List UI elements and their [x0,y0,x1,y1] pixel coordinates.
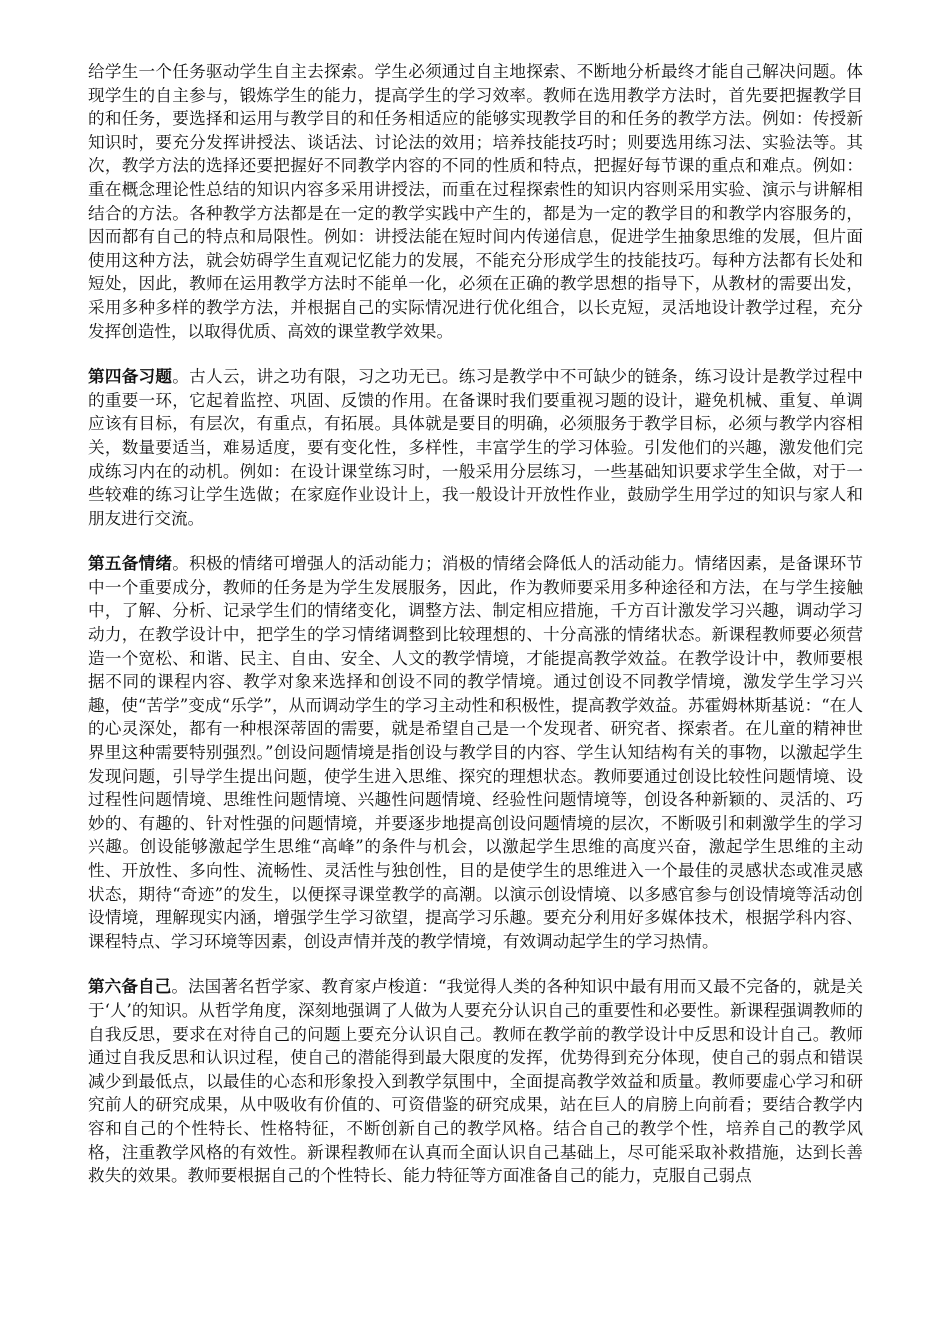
paragraph-emotions [88,552,863,953]
document-page [88,60,863,1210]
paragraph-heading: 第五备情绪 [88,553,173,574]
paragraph-exercises [88,365,863,530]
paragraph-intro [88,60,863,343]
paragraph-heading: 第六备自己 [88,976,172,997]
paragraph-body: 。法国著名哲学家、教育家卢梭道：“我觉得人类的各种知识中最有用而又最不完备的，就是关于‘人’的知识。从哲学角度，深刻地强调了人做为人要充分认识自己的重要性和必要性。新课程强调教师的自我反思，要求在对待自己的问题上要充分认识自己。教师在教学前的教学设计中反思和设计自己。教师通过自我反思和认识过程，使自己的潜能得到最大限度的发挥，优势得到充分体现，使自己的弱点和错误减少到最低点，以最佳的心态和形象投入到教学氛围中，全面提高教学效益和质量。教师要虚心学习和研究前人的研究成果，从中吸收有价值的、可资借鉴的研究成果，站在巨人的肩膀上向前看；要结合教学内容和自己的个性特长、性格特征，不断创新自己的教学风格。结合自己的教学个性，培养自己的教学风格，注重教学风格的有效性。新课程教师在认真而全面认识自己基础上，尽可能采取补救措施，达到长善救失的效果。教师要根据自己的个性特长、能力特征等方面准备自己的能力，克服自己弱点 [88,977,864,1186]
paragraph-body: 。古人云，讲之功有限，习之功无已。练习是教学中不可缺少的链条，练习设计是教学过程中的重要一环，它起着监控、巩固、反馈的作用。在备课时我们要重视习题的设计，避免机械、重复、单调应该有目标，有层次，有重点，有拓展。具体就是要目的明确，必须服务于教学目标，必须与教学内容相关，数量要适当，难易适度，要有变化性，多样性，丰富学生的学习体验。引发他们的兴趣，激发他们完成练习内在的动机。例如：在设计课堂练习时，一般采用分层练习，一些基础知识要求学生全做，对于一些较难的练习让学生选做；在家庭作业设计上，我一般设计开放性作业，鼓励学生用学过的知识与家人和朋友进行交流。 [88,367,864,528]
paragraph-heading: 第四备习题 [88,366,173,387]
paragraph-body: 。积极的情绪可增强人的活动能力；消极的情绪会降低人的活动能力。情绪因素，是备课环节中一个重要成分，教师的任务是为学生发展服务，因此，作为教师要采用多种途径和方法，在与学生接触中，了解、分析、记录学生们的情绪变化，调整方法、制定相应措施，千方百计激发学习兴趣，调动学习动力，在教学设计中，把学生的学习情绪调整到比较理想的、十分高涨的情绪状态。新课程教师要必须营造一个宽松、和谐、民主、自由、安全、人文的教学情境，才能提高教学效益。在教学设计中，教师要根据不同的课程内容、教学对象来选择和创设不同的教学情境。通过创设不同教学情境，激发学生学习兴趣，使“苦学”变成“乐学”，从而调动学生的学习主动性和积极性，提高教学效益。苏霍姆林斯基说：“在人的心灵深处，都有一种根深蒂固的需要，就是希望自己是一个发现者、研究者、探索者。在儿童的精神世界里这种需要特别强烈。”创设问题情境是指创设与教学目的内容、学生认知结构有关的事物，以激起学生发现问题，引导学生提出问题，使学生进入思维、探究的理想状态。教师要通过创设比较性问题情境、设过程性问题情境、思维性问题情境、兴趣性问题情境、经验性问题情境等，创设各种新颖的、灵活的、巧妙的、有趣的、针对性强的问题情境，并要逐步地提高创设问题情境的层次，不断吸引和刺激学生的学习兴趣。创设能够激起学生思维“高峰”的条件与机会，以激起学生思维的高度兴奋，激起学生思维的主动性、开放性、多向性、流畅性、灵活性与独创性，目的是使学生的思维进入一个最佳的灵感状态或准灵感状态，期待“奇迹”的发生，以便探寻课堂教学的高潮。以演示创设情境、以多感官参与创设情境等活动创设情境，理解现实内涵，增强学生学习欲望，提高学习乐趣。要充分利用好多媒体技术，根据学科内容、课程特点、学习环境等因素，创设声情并茂的教学情境，有效调动起学生的学习热情。 [88,554,864,951]
paragraph-body: 给学生一个任务驱动学生自主去探索。学生必须通过自主地探索、不断地分析最终才能自己解决问题。体现学生的自主参与，锻炼学生的能力，提高学生的学习效率。教师在选用教学方法时，首先要把握教学目的和任务，要选择和运用与教学目的和任务相适应的能够实现教学目的和任务的教学方法。例如：传授新知识时，要充分发挥讲授法、谈话法、讨论法的效用；培养技能技巧时；则要选用练习法、实验法等。其次，教学方法的选择还要把握好不同教学内容的不同的性质和特点，把握好每节课的重点和难点。例如：重在概念理论性总结的知识内容多采用讲授法，而重在过程探索性的知识内容则采用实验、演示与讲解相结合的方法。各种教学方法都是在一定的教学实践中产生的，都是为一定的教学目的和教学内容服务的，因而都有自己的特点和局限性。例如：讲授法能在短时间内传递信息，促进学生抽象思维的发展，但片面使用这种方法，就会妨碍学生直观记忆能力的发展，不能充分形成学生的技能技巧。每种方法都有长处和短处，因此，教师在运用教学方法时不能单一化，必须在正确的教学思想的指导下，从教材的需要出发，采用多种多样的教学方法，并根据自己的实际情况进行优化组合，以长克短，灵活地设计教学过程，充分发挥创造性，以取得优质、高效的课堂教学效果。 [88,62,863,341]
paragraph-self [88,975,863,1187]
